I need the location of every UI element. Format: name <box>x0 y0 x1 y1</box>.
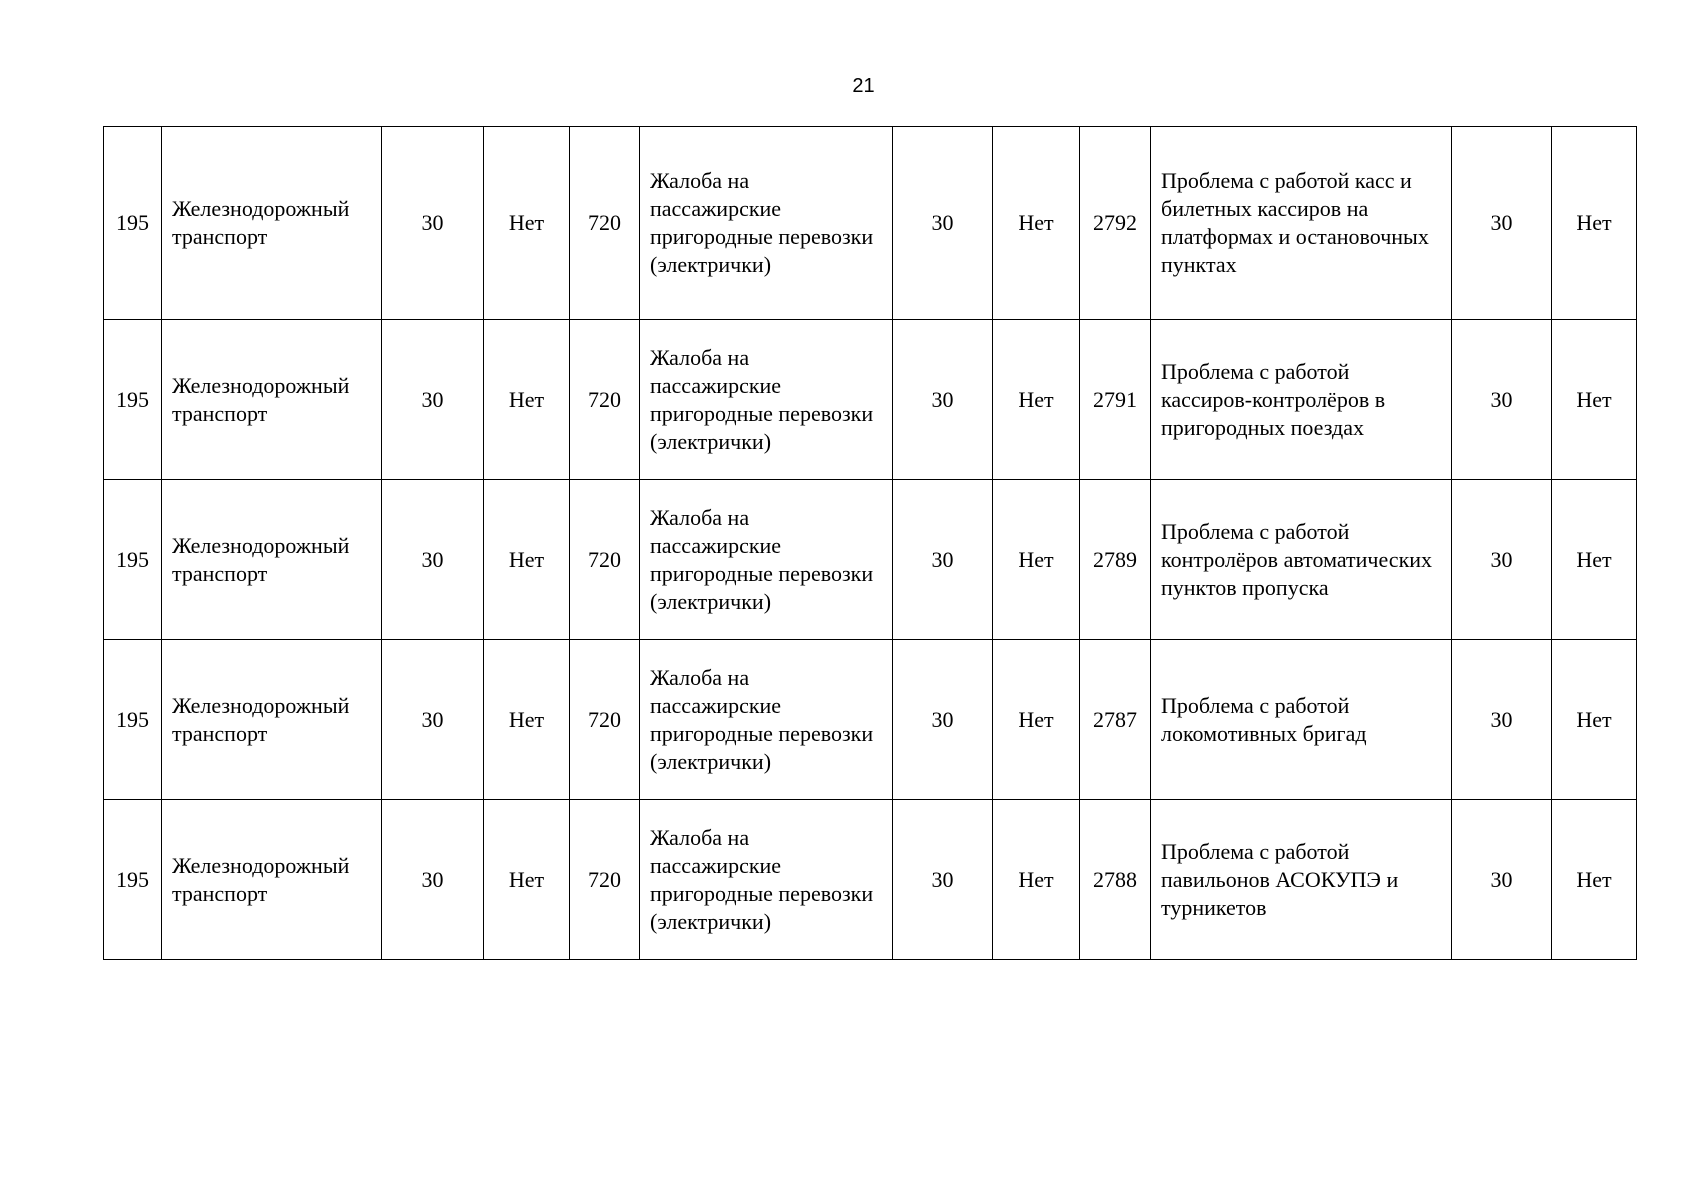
subcategory-cell: Жалоба на пассажирские пригородные перевозки (электрички) <box>640 127 893 320</box>
page-number: 21 <box>852 75 875 97</box>
flag-cell: Нет <box>993 320 1080 480</box>
issue-code-cell: 2792 <box>1080 127 1151 320</box>
flag-cell: Нет <box>1552 640 1637 800</box>
issue-cell: Проблема с работой локомотивных бригад <box>1151 640 1452 800</box>
days-cell: 30 <box>1452 800 1552 960</box>
flag-cell: Нет <box>993 800 1080 960</box>
days-cell: 30 <box>893 640 993 800</box>
issue-cell: Проблема с работой кассиров-контролёров в пригородных поездах <box>1151 320 1452 480</box>
days-cell: 30 <box>893 480 993 640</box>
table-row <box>104 800 1637 960</box>
flag-cell: Нет <box>993 480 1080 640</box>
subcategory-cell: Жалоба на пассажирские пригородные перевозки (электрички) <box>640 320 893 480</box>
subcategory-cell: Жалоба на пассажирские пригородные перевозки (электрички) <box>640 480 893 640</box>
days-cell: 30 <box>1452 127 1552 320</box>
table-row <box>104 640 1637 800</box>
flag-cell: Нет <box>484 127 570 320</box>
classification-table <box>103 126 1637 960</box>
table-row <box>104 480 1637 640</box>
subcode-cell: 720 <box>570 800 640 960</box>
issue-code-cell: 2789 <box>1080 480 1151 640</box>
flag-cell: Нет <box>484 800 570 960</box>
days-cell: 30 <box>382 127 484 320</box>
days-cell: 30 <box>893 127 993 320</box>
days-cell: 30 <box>1452 480 1552 640</box>
code-cell: 195 <box>104 127 162 320</box>
flag-cell: Нет <box>1552 127 1637 320</box>
days-cell: 30 <box>1452 640 1552 800</box>
code-cell: 195 <box>104 800 162 960</box>
flag-cell: Нет <box>1552 480 1637 640</box>
category-cell: Железнодорожный транспорт <box>162 127 382 320</box>
issue-code-cell: 2791 <box>1080 320 1151 480</box>
flag-cell: Нет <box>993 127 1080 320</box>
flag-cell: Нет <box>1552 800 1637 960</box>
subcode-cell: 720 <box>570 320 640 480</box>
days-cell: 30 <box>1452 320 1552 480</box>
subcode-cell: 720 <box>570 640 640 800</box>
table-row <box>104 320 1637 480</box>
category-cell: Железнодорожный транспорт <box>162 800 382 960</box>
days-cell: 30 <box>893 320 993 480</box>
code-cell: 195 <box>104 640 162 800</box>
category-cell: Железнодорожный транспорт <box>162 480 382 640</box>
days-cell: 30 <box>382 640 484 800</box>
days-cell: 30 <box>382 320 484 480</box>
issue-code-cell: 2788 <box>1080 800 1151 960</box>
subcategory-cell: Жалоба на пассажирские пригородные перевозки (электрички) <box>640 640 893 800</box>
subcategory-cell: Жалоба на пассажирские пригородные перевозки (электрички) <box>640 800 893 960</box>
flag-cell: Нет <box>993 640 1080 800</box>
days-cell: 30 <box>382 800 484 960</box>
category-cell: Железнодорожный транспорт <box>162 640 382 800</box>
table-row <box>104 127 1637 320</box>
days-cell: 30 <box>893 800 993 960</box>
issue-cell: Проблема с работой павильонов АСОКУПЭ и турникетов <box>1151 800 1452 960</box>
code-cell: 195 <box>104 320 162 480</box>
category-cell: Железнодорожный транспорт <box>162 320 382 480</box>
days-cell: 30 <box>382 480 484 640</box>
code-cell: 195 <box>104 480 162 640</box>
flag-cell: Нет <box>484 640 570 800</box>
flag-cell: Нет <box>484 480 570 640</box>
issue-cell: Проблема с работой касс и билетных кассиров на платформах и остановочных пунктах <box>1151 127 1452 320</box>
issue-cell: Проблема с работой контролёров автоматических пунктов пропуска <box>1151 480 1452 640</box>
subcode-cell: 720 <box>570 480 640 640</box>
flag-cell: Нет <box>1552 320 1637 480</box>
subcode-cell: 720 <box>570 127 640 320</box>
flag-cell: Нет <box>484 320 570 480</box>
table-body <box>104 127 1637 960</box>
issue-code-cell: 2787 <box>1080 640 1151 800</box>
